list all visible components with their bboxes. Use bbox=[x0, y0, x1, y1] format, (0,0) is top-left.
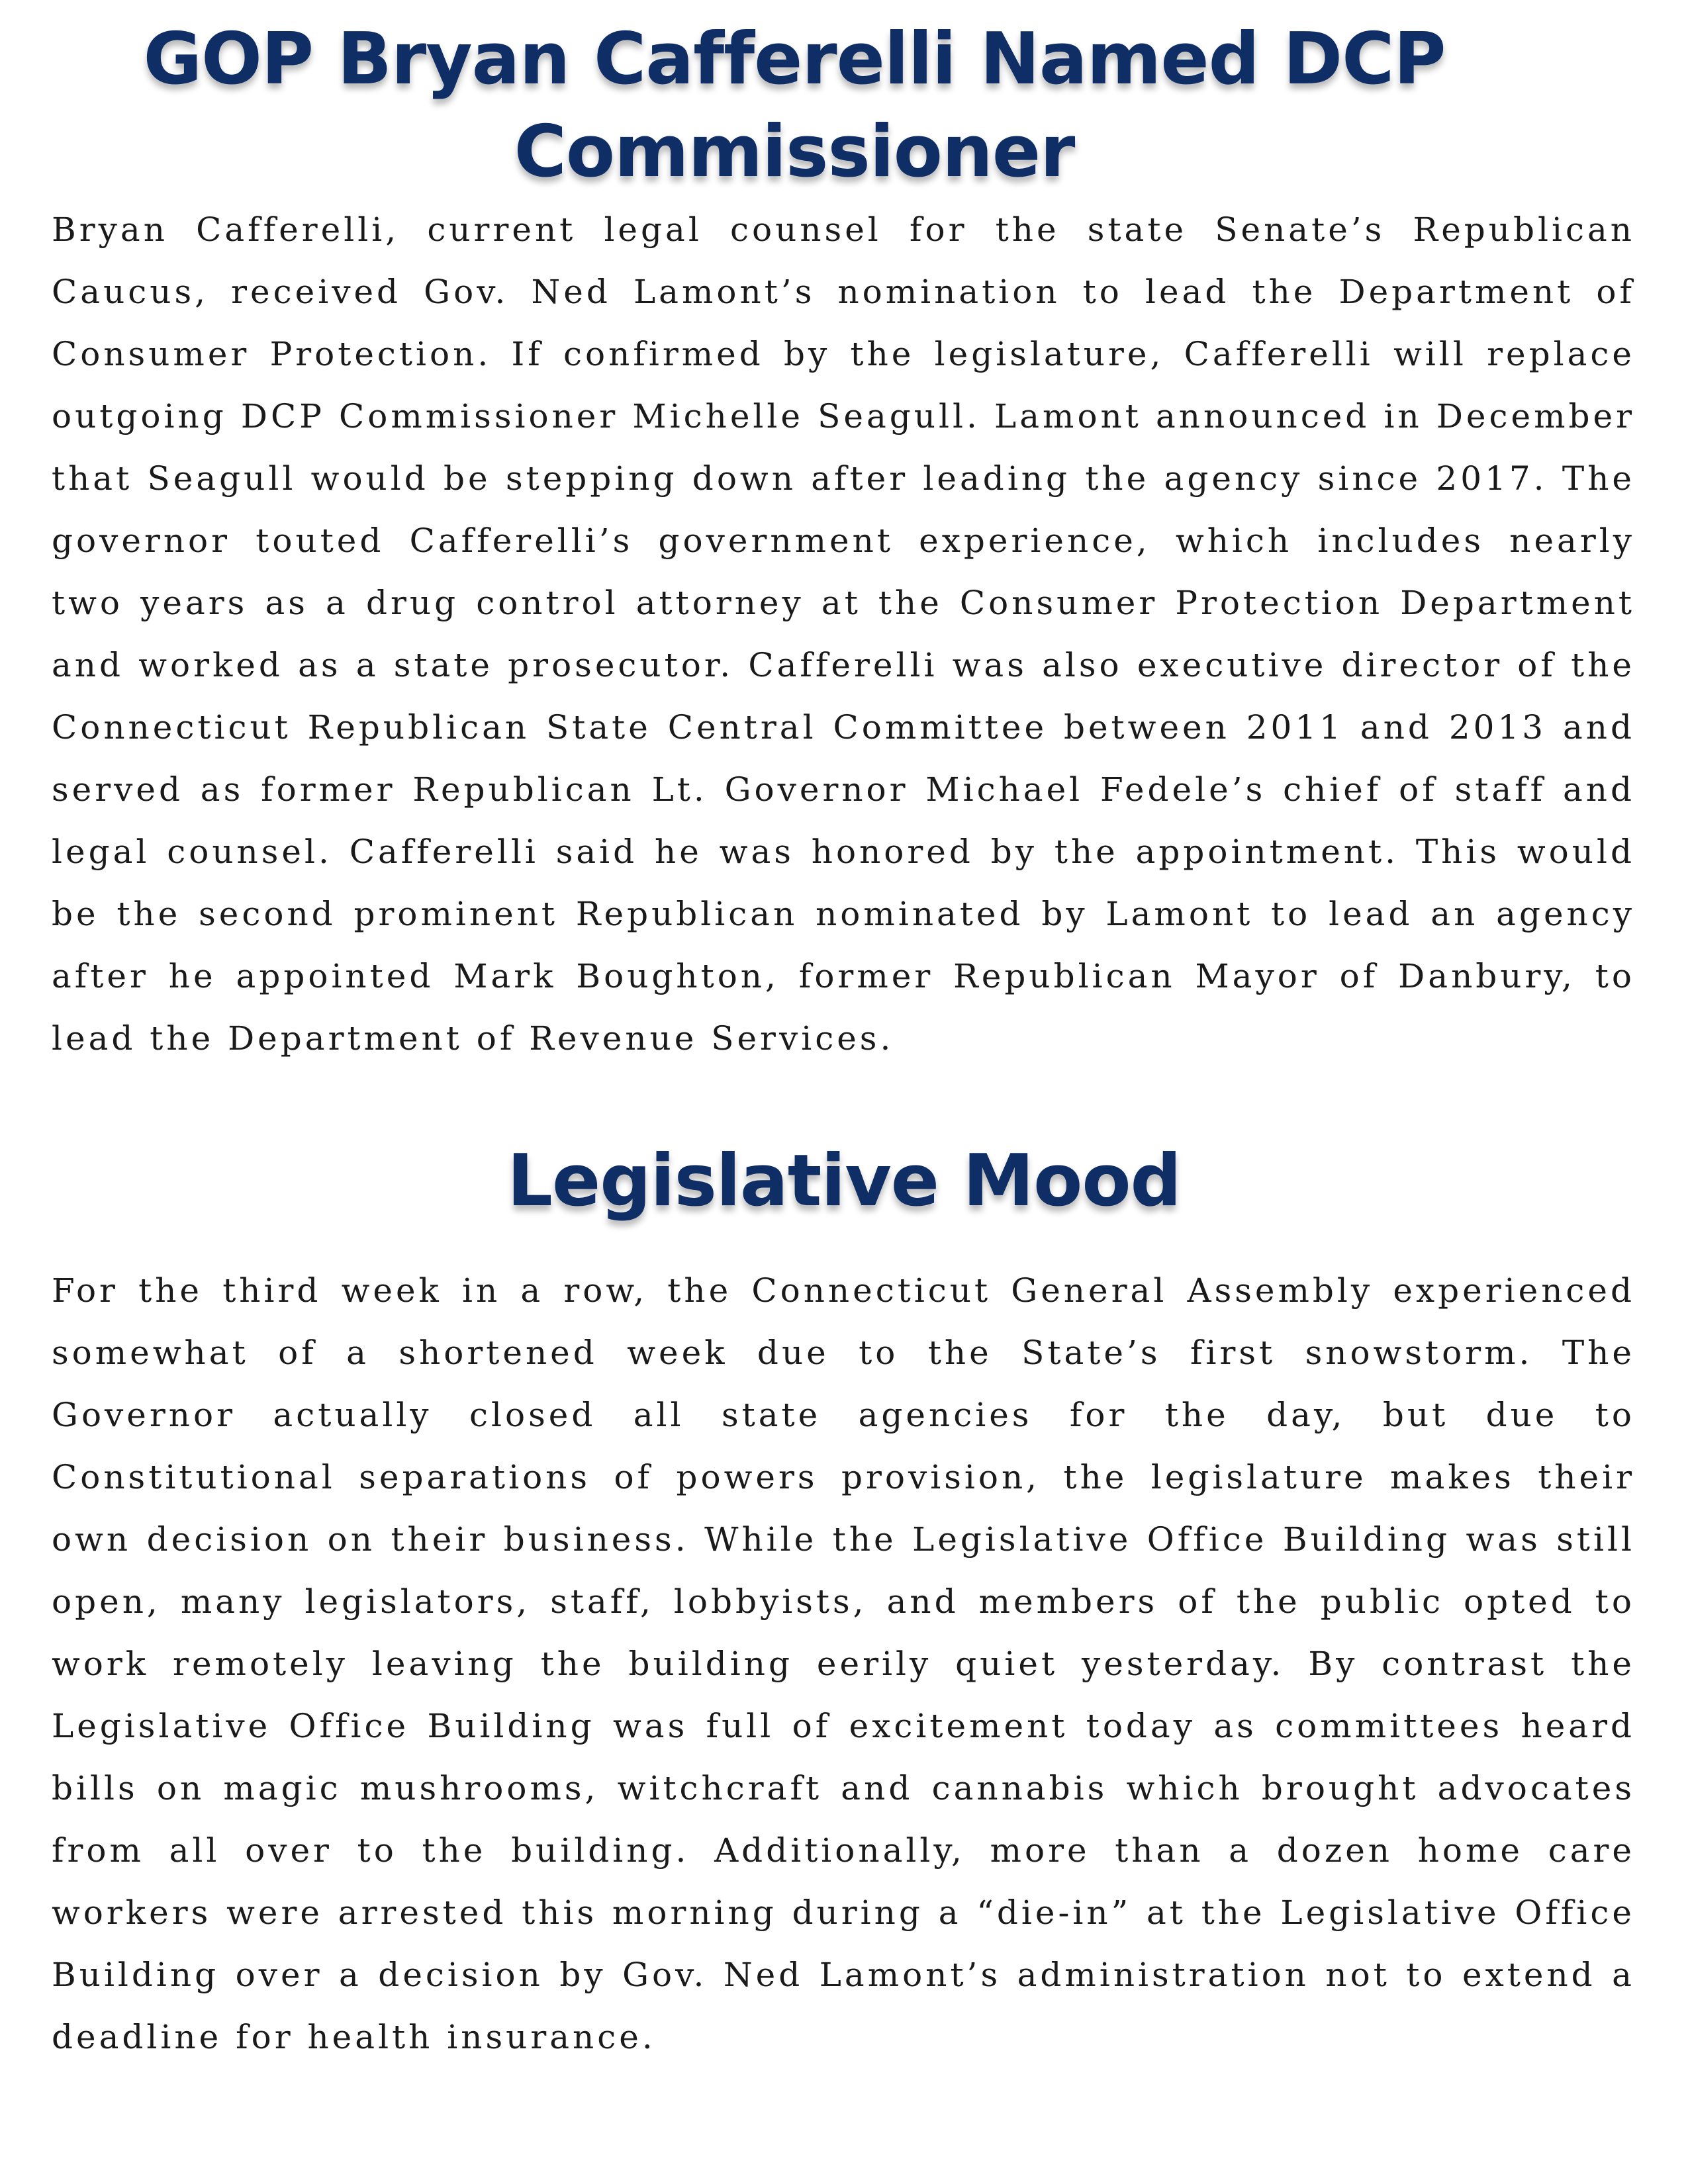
article-headline-legislative-mood: Legislative Mood bbox=[507, 1140, 1181, 1222]
article-headline-cafferelli: GOP Bryan Cafferelli Named DCP Commissioner bbox=[143, 18, 1446, 193]
article-body-legislative-mood: For the third week in a row, the Connecticut General Assembly experienced somewhat of a shortened week due to the State’s first snowstorm. The Governor actually closed all state agencies for the day, but due to Constitutional separations of powers provision, the legislature makes their own decision on their business. While the Legislative Office Building was still open, many legislators, staff, lobbyists, and members of the public opted to work remotely leaving the building eerily quiet yesterday. By contrast the Legislative Office Building was full of excitement today as committees heard bills on magic mushrooms, witchcraft and cannabis which brought advocates from all over to the building. Additionally, more than a dozen home care workers were arrested this morning during a “die-in” at the Legislative Office Building over a decision by Gov. Ned Lamont’s administration not to extend a deadline for health insurance. bbox=[52, 1271, 1635, 2056]
article-body-cafferelli: Bryan Cafferelli, current legal counsel for the state Senate’s Republican Caucus, received Gov. Ned Lamont’s nomination to lead the Department of Consumer Protection. If confirmed by the legislature, Cafferelli will replace outgoing DCP Commissioner Michelle Seagull. Lamont announced in December that Seagull would be stepping down after leading the agency since 2017. The governor touted Cafferelli’s government experience, which includes nearly two years as a drug control attorney at the Consumer Protection Department and worked as a state prosecutor. Cafferelli was also executive director of the Connecticut Republican State Central Committee between 2011 and 2013 and served as former Republican Lt. Governor Michael Fedele’s chief of staff and legal counsel. Cafferelli said he was honored by the appointment. This would be the second prominent Republican nominated by Lamont to lead an agency after he appointed Mark Boughton, former Republican Mayor of Danbury, to lead the Department of Revenue Services. bbox=[52, 210, 1635, 1058]
